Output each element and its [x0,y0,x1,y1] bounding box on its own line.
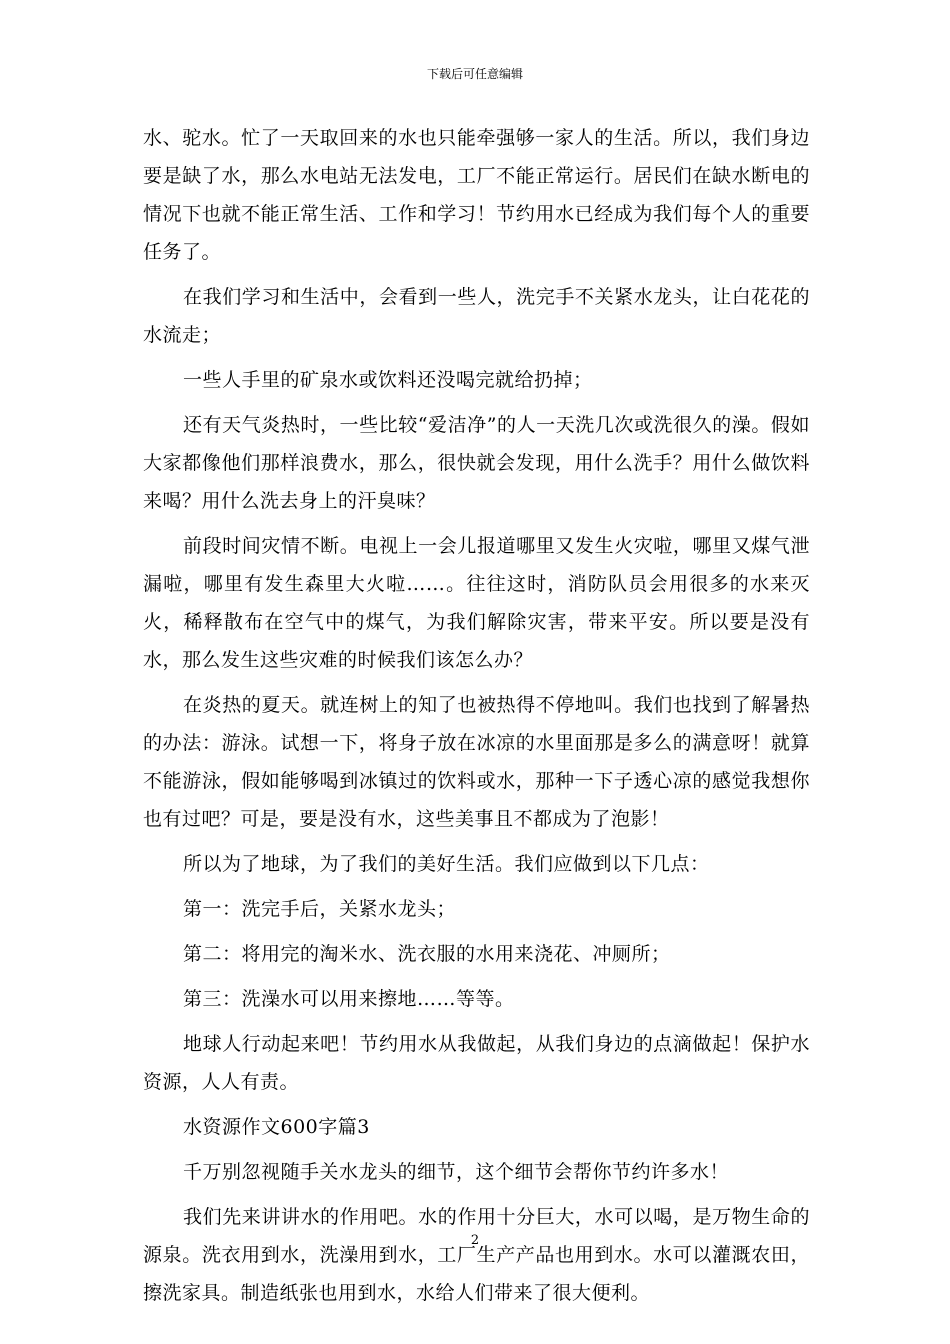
list-item: 第三：洗澡水可以用来擦地……等等。 [183,988,515,1010]
paragraph: 在炎热的夏天。就连树上的知了也被热得不停地叫。我们也找到了解暑热的办法：游泳。试想一下，将身子放在冰凉的水里面那是多么的满意呀！就算不能游泳，假如能够喝到冰镇过的饮料或水，那种一下子透心凉的感觉我想你也有过吧？可是，要是没有水，这些美事且不都成为了泡影！ [143,694,810,830]
paragraph: 水、驼水。忙了一天取回来的水也只能牵强够一家人的生活。所以，我们身边要是缺了水，那么水电站无法发电，工厂不能正常运行。居民们在缺水断电的情况下也就不能正常生活、工作和学习！节约用水已经成为我们每个人的重要任务了。 [143,127,810,263]
page-number: 2 [470,1233,480,1248]
section-heading: 水资源作文600字篇3 [183,1116,370,1138]
page-header: 下载后可任意编辑 [426,67,523,81]
document-body [143,119,810,1319]
paragraph: 我们先来讲讲水的作用吧。水的作用十分巨大，水可以喝，是万物生命的源泉。洗衣用到水，洗澡用到水，工厂生产产品也用到水。水可以灌溉农田，擦洗家具。制造纸张也用到水，水给人们带来了很大便利。 [143,1206,810,1304]
paragraph: 前段时间灾情不断。电视上一会儿报道哪里又发生火灾啦，哪里又煤气泄漏啦，哪里有发生森里大火啦……。往往这时，消防队员会用很多的水来灭火，稀释散布在空气中的煤气，为我们解除灾害，带来平安。所以要是没有水，那么发生这些灾难的时候我们该怎么办？ [143,535,810,671]
list-item: 第二：将用完的淘米水、洗衣服的水用来浇花、冲厕所； [183,943,671,965]
paragraph: 还有天气炎热时，一些比较“爱洁净”的人一天洗几次或洗很久的澡。假如大家都像他们那样浪费水，那么，很快就会发现，用什么洗手？用什么做饮料来喝？用什么洗去身上的汗臭味？ [143,414,810,512]
paragraph: 一些人手里的矿泉水或饮料还没喝完就给扔掉； [183,369,593,391]
paragraph: 在我们学习和生活中，会看到一些人，洗完手不关紧水龙头，让白花花的水流走； [143,286,810,346]
paragraph: 地球人行动起来吧！节约用水从我做起，从我们身边的点滴做起！保护水资源，人人有责。 [143,1033,810,1093]
list-item: 第一：洗完手后，关紧水龙头； [183,898,457,920]
paragraph: 千万别忽视随手关水龙头的细节，这个细节会帮你节约许多水！ [183,1161,730,1183]
paragraph: 所以为了地球，为了我们的美好生活。我们应做到以下几点： [183,853,710,875]
